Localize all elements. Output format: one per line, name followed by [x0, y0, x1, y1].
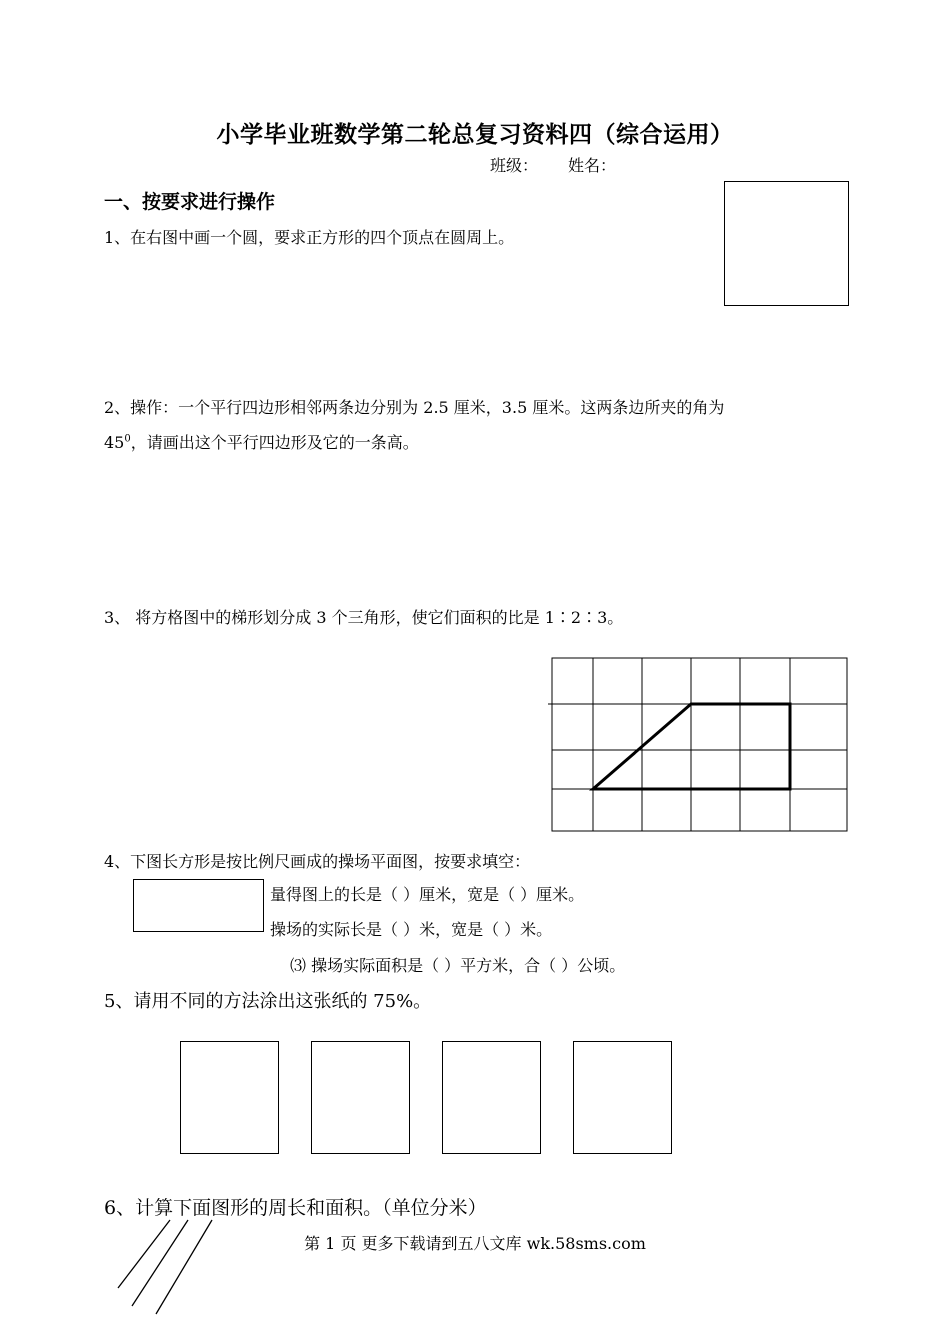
slanted-line-1: [118, 1220, 170, 1288]
student-info: [490, 153, 646, 176]
question-4-item-1: 量得图上的长是（ ）厘米，宽是（ ）厘米。: [270, 885, 585, 904]
section-heading: 一、按要求进行操作: [104, 191, 276, 213]
name-label: 姓名：: [568, 156, 617, 175]
question-5: 5、请用不同的方法涂出这张纸的 75%。: [104, 991, 432, 1012]
question-2-line-1: 2、操作：一个平行四边形相邻两条边分别为 2.5 厘米，3.5 厘米。这两条边所夹的角为: [104, 398, 725, 417]
grid-lines: [548, 658, 847, 831]
question-2-rest: ，请画出这个平行四边形及它的一条高。: [130, 433, 419, 452]
question-2-line-2: [104, 430, 419, 453]
page-title: 小学毕业班数学第二轮总复习资料四（综合运用）: [216, 121, 734, 148]
class-label: 班级：: [490, 156, 539, 175]
slanted-line-3: [156, 1220, 212, 1314]
page-footer: 第 1 页 更多下载请到五八文库 wk.58sms.com: [304, 1234, 646, 1253]
question-4-item-3: ⑶ 操场实际面积是（ ）平方米，合（ ）公顷。: [290, 956, 626, 975]
grid-border: [552, 658, 847, 831]
question-4-item-2: 操场的实际长是（ ）米，宽是（ ）米。: [270, 920, 553, 939]
question-3: 3、 将方格图中的梯形划分成 3 个三角形，使它们面积的比是 1∶2∶3。: [104, 608, 624, 627]
angle-value: 45: [104, 433, 125, 452]
playground-rectangle: [133, 879, 264, 932]
angle-degree: 0: [124, 433, 131, 445]
paper-box-3: [442, 1041, 541, 1154]
paper-box-1: [180, 1041, 279, 1154]
paper-box-2: [311, 1041, 410, 1154]
paper-box-4: [573, 1041, 672, 1154]
question-4-intro: 4、下图长方形是按比例尺画成的操场平面图，按要求填空：: [104, 852, 531, 871]
grid-figure: [548, 657, 848, 832]
question-1: 1、在右图中画一个圆，要求正方形的四个顶点在圆周上。: [104, 228, 515, 247]
parallel-lines-figure: [110, 1218, 220, 1318]
square-figure: [724, 181, 849, 306]
question-6: 6、计算下面图形的周长和面积。（单位分米）: [104, 1197, 487, 1219]
